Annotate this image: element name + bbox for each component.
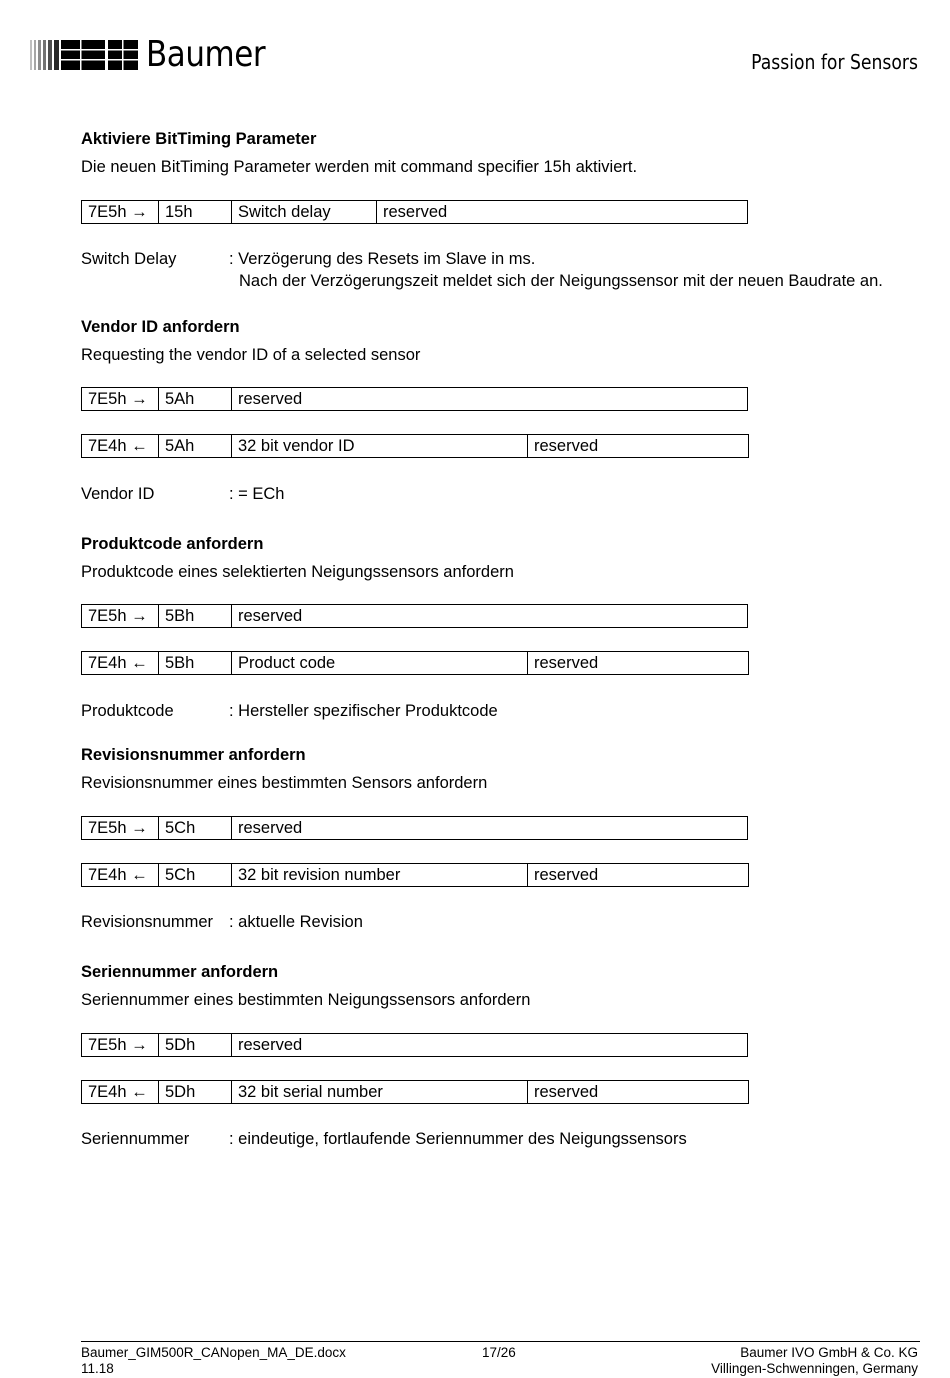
table-cell-reserved: reserved — [238, 607, 303, 625]
table-cell-cob-id: 7E5h → — [82, 817, 159, 839]
section-title-product: Produktcode anfordern — [81, 535, 264, 553]
table-cell-command: 5Ch — [159, 817, 232, 839]
section-desc-serial: Seriennummer eines bestimmten Neigungssensors anfordern — [81, 991, 531, 1009]
table-cell-field: 32 bit vendor ID — [232, 435, 528, 457]
definition-value-vendor-id: : = ECh — [229, 485, 285, 503]
table-cell-command: 5Ah — [159, 388, 232, 410]
table-cell-reserved: reserved — [534, 654, 599, 672]
table-cell-cob-id: 7E5h → — [82, 1034, 159, 1056]
definition-label-product-code: Produktcode — [81, 702, 174, 720]
table-cell-command: 5Ah — [159, 435, 232, 457]
table-cell-command: 5Bh — [159, 652, 232, 674]
section-title-bittiming: Aktiviere BitTiming Parameter — [81, 130, 317, 148]
message-table-revision-tx — [81, 816, 748, 840]
section-desc-product: Produktcode eines selektierten Neigungssensors anfordern — [81, 563, 514, 581]
definition-value-switch-delay: : Verzögerung des Resets im Slave in ms. — [229, 250, 536, 268]
table-cell-command: 5Dh — [159, 1081, 232, 1103]
message-table-serial-tx — [81, 1033, 748, 1057]
message-table-product-rx — [81, 651, 749, 675]
definition-value-product-code: : Hersteller spezifischer Produktcode — [229, 702, 498, 720]
table-cell-cob-id: 7E4h ← — [82, 435, 159, 457]
definition-value-switch-delay-line2: Nach der Verzögerungszeit meldet sich der Neigungssensor mit der neuen Baudrate an. — [239, 272, 883, 290]
definition-value-serial: : eindeutige, fortlaufende Seriennummer des Neigungssensors — [229, 1130, 687, 1148]
message-table-bittiming-tx — [81, 200, 748, 224]
footer-company: Baumer IVO GmbH & Co. KG — [740, 1345, 918, 1360]
table-cell-reserved: reserved — [238, 1036, 303, 1054]
table-cell-reserved: reserved — [534, 866, 599, 884]
table-cell-cob-id: 7E4h ← — [82, 864, 159, 886]
definition-label-revision: Revisionsnummer — [81, 913, 214, 931]
table-cell-cob-id: 7E5h → — [82, 605, 159, 627]
table-cell-command: 5Bh — [159, 605, 232, 627]
section-desc-vendor: Requesting the vendor ID of a selected sensor — [81, 346, 421, 364]
table-cell-reserved: reserved — [534, 437, 599, 455]
table-cell-reserved: reserved — [534, 1083, 599, 1101]
table-cell-command: 5Ch — [159, 864, 232, 886]
message-table-vendor-rx — [81, 434, 749, 458]
footer-location: Villingen-Schwenningen, Germany — [711, 1361, 918, 1376]
table-cell-command: 15h — [159, 201, 232, 223]
footer-version: 11.18 — [81, 1361, 114, 1376]
table-cell-reserved: reserved — [238, 390, 303, 408]
definition-label-serial: Seriennummer — [81, 1130, 190, 1148]
section-desc-revision: Revisionsnummer eines bestimmten Sensors anfordern — [81, 774, 488, 792]
baumer-logo-mark — [30, 40, 142, 70]
table-cell-cob-id: 7E5h → — [82, 388, 159, 410]
section-title-revision: Revisionsnummer anfordern — [81, 746, 306, 764]
table-cell-cob-id: 7E5h → — [82, 201, 159, 223]
footer-page-number: 17/26 — [482, 1345, 516, 1360]
section-desc-bittiming: Die neuen BitTiming Parameter werden mit command specifier 15h aktiviert. — [81, 158, 638, 176]
definition-label-vendor-id: Vendor ID — [81, 485, 155, 503]
tagline: Passion for Sensors — [751, 50, 918, 74]
table-cell-field: Switch delay — [232, 201, 377, 223]
section-title-serial: Seriennummer anfordern — [81, 963, 279, 981]
definition-label-switch-delay: Switch Delay — [81, 250, 177, 268]
table-cell-field: 32 bit serial number — [232, 1081, 528, 1103]
table-cell-field: 32 bit revision number — [232, 864, 528, 886]
table-cell-command: 5Dh — [159, 1034, 232, 1056]
table-cell-field: Product code — [232, 652, 528, 674]
footer-divider — [81, 1341, 920, 1342]
table-cell-reserved: reserved — [383, 203, 448, 221]
table-cell-cob-id: 7E4h ← — [82, 652, 159, 674]
message-table-product-tx — [81, 604, 748, 628]
footer-filename: Baumer_GIM500R_CANopen_MA_DE.docx — [81, 1345, 346, 1360]
definition-value-revision: : aktuelle Revision — [229, 913, 363, 931]
message-table-serial-rx — [81, 1080, 749, 1104]
table-cell-cob-id: 7E4h ← — [82, 1081, 159, 1103]
logo-text: Baumer — [146, 34, 266, 75]
section-title-vendor: Vendor ID anfordern — [81, 318, 240, 336]
message-table-revision-rx — [81, 863, 749, 887]
table-cell-reserved: reserved — [238, 819, 303, 837]
message-table-vendor-tx — [81, 387, 748, 411]
